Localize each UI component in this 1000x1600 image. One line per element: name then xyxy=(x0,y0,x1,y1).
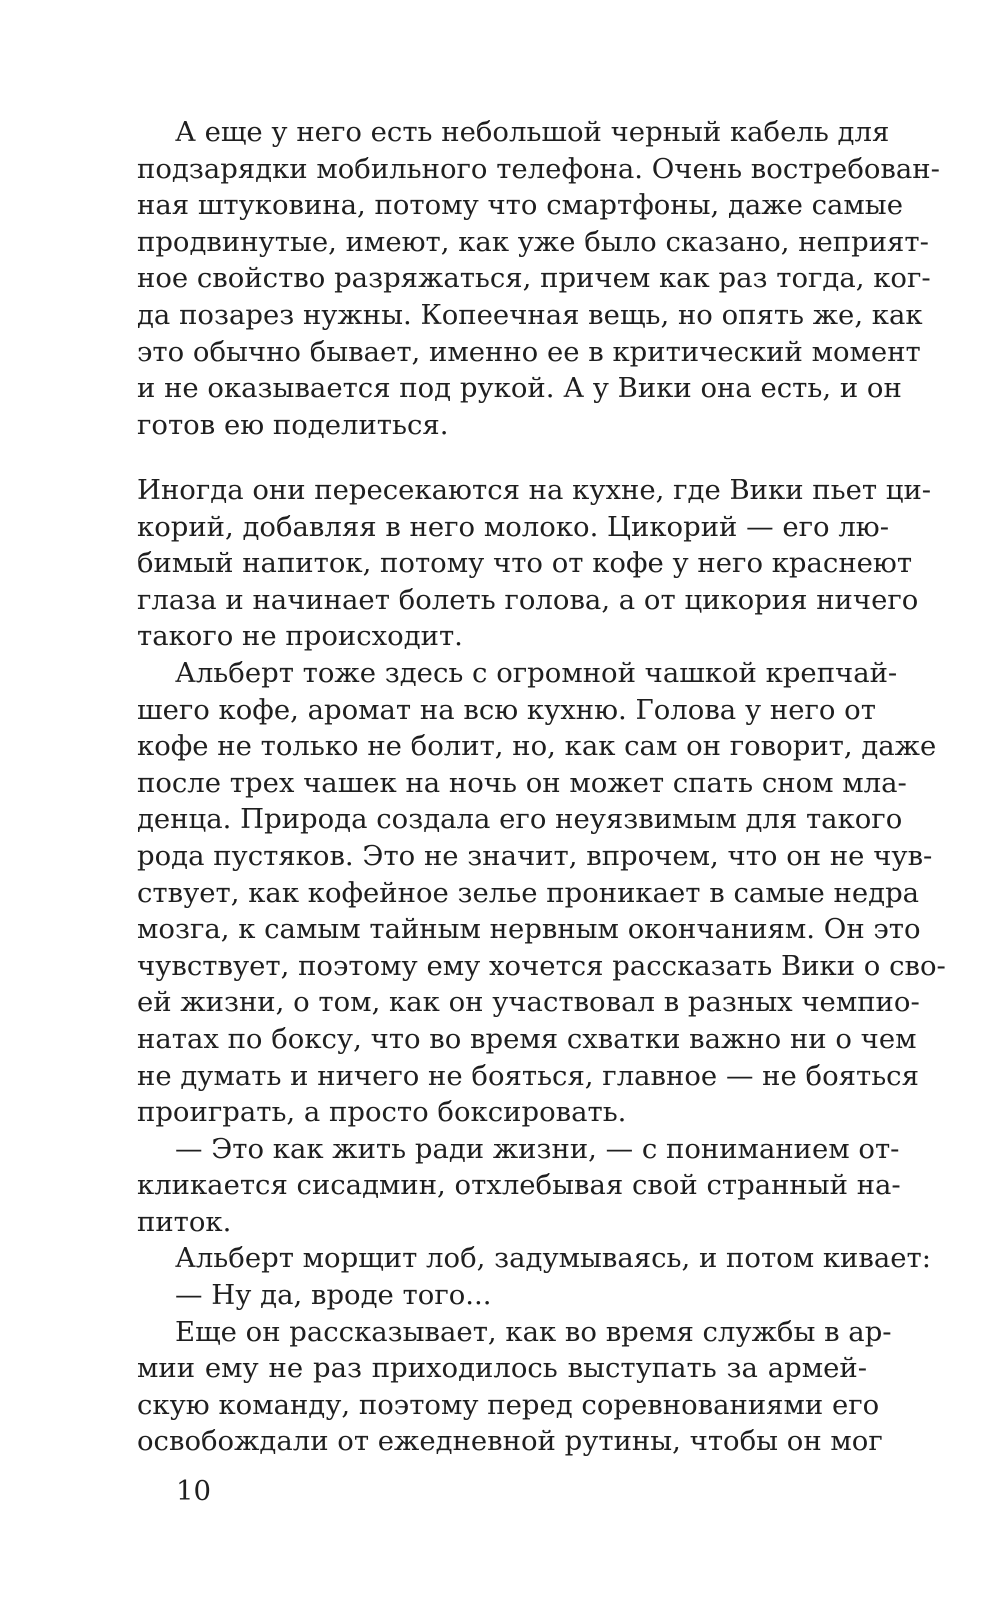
text-line: такого не происходит. xyxy=(137,620,463,653)
text-line: шего кофе, аромат на всю кухню. Голова у него от xyxy=(137,693,876,726)
paragraph-charging-cable xyxy=(137,114,940,443)
text-line: ей жизни, о том, как он участвовал в разных чемпио- xyxy=(137,986,920,1019)
text-line: А еще у него есть небольшой черный кабель для xyxy=(175,116,890,148)
text-line: подзарядки мобильного телефона. Очень востребован- xyxy=(137,152,940,185)
text-line: Иногда они пересекаются на кухне, где Вики пьет ци- xyxy=(137,474,932,506)
text-line: кликается сисадмин, отхлебывая свой странный на- xyxy=(137,1169,901,1202)
text-line: после трех чашек на ночь он может спать сном мла- xyxy=(137,766,907,799)
text-line: денца. Природа создала его неуязвимым для такого xyxy=(137,803,903,836)
text-line: Альберт тоже здесь с огромной чашкой крепчай- xyxy=(175,656,898,689)
text-line: корий, добавляя в него молоко. Цикорий — его лю- xyxy=(137,510,890,543)
text-line: кофе не только не болит, но, как сам он говорит, даже xyxy=(137,730,937,763)
text-line: мии ему не раз приходилось выступать за армей- xyxy=(137,1352,867,1385)
text-line: Альберт морщит лоб, задумываясь, и потом кивает: xyxy=(175,1242,931,1275)
text-line: натах по боксу, что во время схватки важно ни о чем xyxy=(137,1022,917,1055)
text-line: освобождали от ежедневной рутины, чтобы он мог xyxy=(137,1425,883,1458)
text-line: ствует, как кофейное зелье проникает в самые недра xyxy=(137,876,920,909)
text-line: бимый напиток, потому что от кофе у него краснеют xyxy=(137,547,913,580)
text-line: рода пустяков. Это не значит, впрочем, что он не чув- xyxy=(137,839,933,872)
text-line: и не оказывается под рукой. А у Вики она есть, и он xyxy=(137,372,902,405)
text-line: это обычно бывает, именно ее в критический момент xyxy=(137,335,921,368)
text-line: да позарез нужны. Копеечная вещь, но опять же, как xyxy=(137,298,923,331)
text-line: — Это как жить ради жизни, — с пониманием от- xyxy=(175,1132,900,1165)
text-line: продвинутые, имеют, как уже было сказано, неприят- xyxy=(137,225,929,258)
section-kitchen xyxy=(137,472,946,1460)
text-line: не думать и ничего не бояться, главное — не бояться xyxy=(137,1059,919,1092)
text-line: питок. xyxy=(137,1205,232,1238)
text-line: чувствует, поэтому ему хочется рассказать Вики о сво- xyxy=(137,949,946,982)
text-line: ное свойство разряжаться, причем как раз тогда, ког- xyxy=(137,262,931,295)
text-line: — Ну да, вроде того... xyxy=(175,1279,492,1312)
text-line: глаза и начинает болеть голова, а от цикория ничего xyxy=(137,583,919,616)
text-line: мозга, к самым тайным нервным окончаниям. Он это xyxy=(137,913,921,946)
page-number: 10 xyxy=(176,1475,211,1507)
text-line: проиграть, а просто боксировать. xyxy=(137,1096,627,1129)
text-line: готов ею поделиться. xyxy=(137,408,449,441)
text-line: ная штуковина, потому что смартфоны, даже самые xyxy=(137,189,903,222)
text-line: Еще он рассказывает, как во время службы в ар- xyxy=(175,1315,892,1348)
text-line: скую команду, поэтому перед соревнованиями его xyxy=(137,1388,880,1421)
